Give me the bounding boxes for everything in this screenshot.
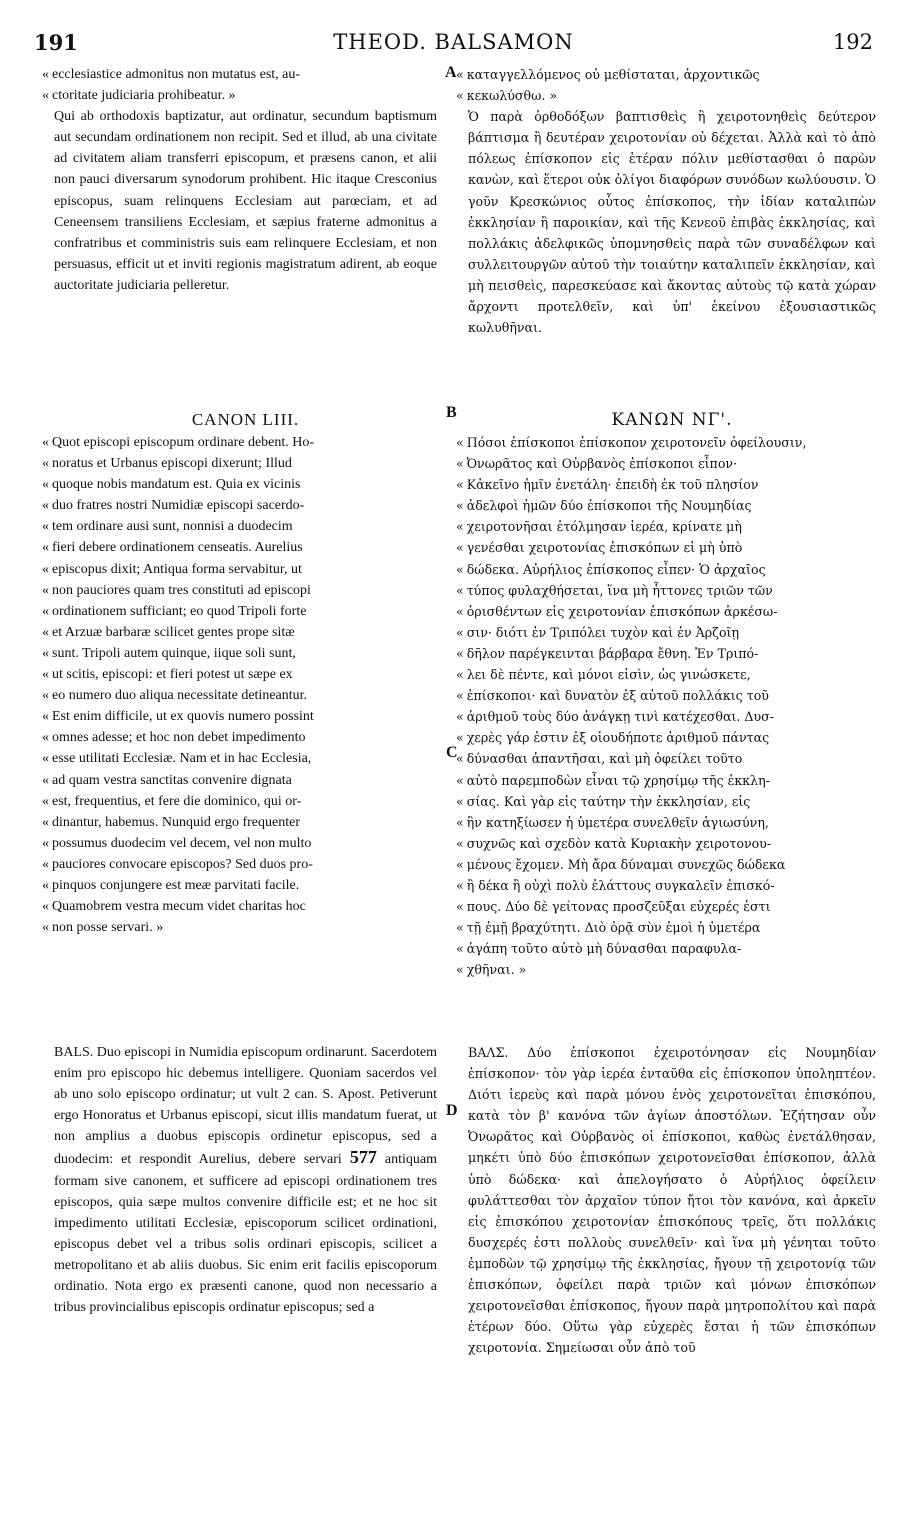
margin-marker-d: D xyxy=(446,1102,458,1119)
canon-line: « Est enim difficile, ut ex quovis numero possint xyxy=(54,706,437,727)
canon-line: « ἀδελφοὶ ἡμῶν δύο ἐπίσκοποι τῆς Νουμηδίας xyxy=(468,495,876,516)
latin-commentary-paragraph: Qui ab orthodoxis baptizatur, aut ordinatur, secundum baptismum aut secundam ordinationem non recipit. Sed et illud, ab una civitate ad civitatem aliam transferri episcopum, et præsens canon, et alii non pauci diversarum synodorum prohibent. Hic itaque Cresconius episcopus, suam relinquens Ecclesiam aut parœciam, et ad Ceneensem transiliens Ecclesiam, et sæpius fraterne admonitus a confratribus et comministris suis eam relinquere Ecclesiam, et non persuasus, efficit ut et inviti regionis magistratum adirent, ab eoque auctoritate judiciaria pelleretur. xyxy=(54,109,437,293)
canon-line: « duo fratres nostri Numidiæ episcopi sacerdo- xyxy=(54,495,437,516)
canon-line: « non posse servari. » xyxy=(54,917,437,938)
canon-line: « ἢ δέκα ἢ οὐχὶ πολὺ ἐλάττους συγκαλεῖν ἐπισκό- xyxy=(468,875,876,896)
canon-line: « ad quam vestra sanctitas convenire dignata xyxy=(54,770,437,791)
canon-line: « λει δὲ πέντε, καὶ μόνοι εἰσὶν, ὡς γινώσκετε, xyxy=(468,664,876,685)
canon-line: « συχνῶς καὶ σχεδὸν κατὰ Κυριακὴν χειροτονου- xyxy=(468,833,876,854)
canon-line: « ἀριθμοῦ τοὺς δύο ἀνάγκῃ τινὶ κατέχεσθαι. Δυσ- xyxy=(468,706,876,727)
margin-marker-b: B xyxy=(446,404,457,421)
greek-column-top xyxy=(468,64,876,338)
canon-line: « μένους ἔχομεν. Μὴ ἄρα δύναμαι συνεχῶς δώδεκα xyxy=(468,854,876,875)
canon-line: « τύπος φυλαχθήσεται, ἵνα μὴ ἧττονες τριῶν τῶν xyxy=(468,580,876,601)
canon-line: « pinquos conjungere est meæ parvitati facile. xyxy=(54,875,437,896)
running-title: THEOD. BALSAMON xyxy=(333,30,574,54)
canon-line: « ordinationem sufficiant; eo quod Tripoli forte xyxy=(54,601,437,622)
margin-marker-a: A xyxy=(445,64,457,81)
canon-line: « σίας. Καὶ γὰρ εἰς ταύτην τὴν ἐκκλησίαν, εἰς xyxy=(468,791,876,812)
greek-canon-block xyxy=(468,408,876,980)
canon-line: « eo numero duo aliqua necessitate detineantur. xyxy=(54,685,437,706)
running-header xyxy=(34,30,873,60)
canon-line: « dinantur, habemus. Nunquid ergo frequenter xyxy=(54,812,437,833)
greek-commentary-paragraph: Ὁ παρὰ ὀρθοδόξων βαπτισθεὶς ἢ χειροτονηθεὶς δεύτερον βάπτισμα ἢ δευτέραν χειροτονίαν οὐ δέχεται. Ἀλλὰ καὶ τὸ ἀπὸ πόλεως ἐπίσκοπον εἰς ἑτέραν πόλιν μεθίστασθαι ὁ παρὼν κανὼν, καὶ ἕτεροι οὐκ ὀλίγοι διαφόρων συνόδων κωλύουσιν. Ὁ γοῦν Κρεσκώνιος οὗτος ἐπίσκοπος, τὴν ἰδίαν καταλιπὼν ἐκκλησίαν ἢ παροικίαν, καὶ τῆς Κενεοῦ ἐπιβὰς ἐκκλησίας, καὶ πολλάκις ἀδελφικῶς ὑπομνησθεὶς παρὰ τῶν συναδέλφων καὶ συλλειτουργῶν αὐτοῦ τὴν τοιαύτην καταλιπεῖν ἐκκλησίαν, καὶ μὴ πεισθεὶς, παρεσκεύασε καὶ ἄκοντας αὐτοὺς τῷ κατὰ χώραν ἄρχοντι προτελθεῖν, καὶ ὑπ' ἐκείνου ἐξουσιαστικῶς κωλυθῆναι. xyxy=(468,109,876,336)
canon-line: « est, frequentius, et fere die dominico, qui or- xyxy=(54,791,437,812)
canon-line: « Quot episcopi episcopum ordinare debent. Ho- xyxy=(54,432,437,453)
column-number: 577 xyxy=(349,1147,377,1168)
canon-line: « πους. Δύο δὲ γείτονας προσζεῦξαι εὐχερές ἐστι xyxy=(468,896,876,917)
canon-line: « tem ordinare ausi sunt, nonnisi a duodecim xyxy=(54,516,437,537)
canon-line: « fieri debere ordinationem censeatis. Aurelius xyxy=(54,537,437,558)
canon-title-greek: ΚΑΝΩΝ ΝΓ'. xyxy=(611,410,733,430)
bals-text-part-1: BALS. Duo episcopi in Numidia episcopum ordinarunt. Sacerdotem enim pro episcopo hic debemus intelligere. Quoniam sacerdos vel ab uno solo episcopo ordinatur; ut vult 2 can. S. Apost. Petiverunt ergo Honoratus et Urbanus episcopi, sicut illis mandatum fuerat, ut non amplius a duobus episcopis ordinetur episcopus, sed a duodecim: et respondit Aurelius, debere servari xyxy=(54,1045,437,1168)
canon-line: « noratus et Urbanus episcopi dixerunt; Illud xyxy=(54,453,437,474)
quoted-line: « ecclesiasticе admonitus non mutatus est, au- xyxy=(54,64,437,85)
quoted-line: « ctoritate judiciaria prohibeatur. » xyxy=(54,85,437,106)
canon-title-latin: CANON LIII. xyxy=(191,410,300,429)
canon-line: « et Arzuæ barbaræ scilicet gentes prope sitæ xyxy=(54,622,437,643)
canon-line: « pauciores convocare episcopos? Sed duos pro- xyxy=(54,854,437,875)
canon-line: « ἣν κατηξίωσεν ἡ ὑμετέρα συνελθεῖν ἁγιωσύνη, xyxy=(468,812,876,833)
margin-marker-c: C xyxy=(446,744,458,761)
canon-line: « Quamobrem vestra mecum videt charitas hoc xyxy=(54,896,437,917)
canon-line: « non pauciores quam tres constituti ad episcopi xyxy=(54,580,437,601)
quoted-line: « καταγγελλόμενος οὐ μεθίσταται, ἀρχοντικῶς xyxy=(468,64,876,85)
canon-line: « χειροτονῆσαι ἐτόλμησαν ἱερέα, κρίνατε μὴ xyxy=(468,516,876,537)
canon-line: « quoque nobis mandatum est. Quia ex vicinis xyxy=(54,474,437,495)
quoted-line: « κεκωλύσθω. » xyxy=(468,85,876,106)
canon-line: « ἐπίσκοποι· καὶ δυνατὸν ἐξ αὐτοῦ πολλάκις τοῦ xyxy=(468,685,876,706)
bals-paragraph xyxy=(54,1042,437,1318)
greek-balsamon-commentary xyxy=(468,1042,876,1358)
canon-line: « Κἀκεῖνο ἡμῖν ἐνετάλη· ἐπειδὴ ἐκ τοῦ πλησίον xyxy=(468,474,876,495)
canon-line: « ut scitis, episcopi: et fieri potest ut sæpe ex xyxy=(54,664,437,685)
bals-text-part-2: antiquam formam sive canonem, et sufficere ad episcopi ordinationem tres episcopos, quia sæpe multos convenire difficile est; et ne hoc sit impedimento utilitati Ecclesiæ, episcoporum scilicet ordinationi, episcopus debet vel a tribus solis ordinari episcopis, scilicet a metropolitano et ab aliis duobus. Sic enim erit facilis episcoporum ordinatio. Nota ergo ex præsenti canone, quod non necessario a tribus provincialibus episcopis ordinatur episcopus; sed a xyxy=(54,1152,438,1316)
canon-line: « esse utilitati Ecclesiæ. Nam et in hac Ecclesia, xyxy=(54,748,437,769)
canon-line: « δῆλον παρέγκεινται βάρβαρα ἔθνη. Ἐν Τριπό- xyxy=(468,643,876,664)
canon-line: « Ὀνωρᾶτος καὶ Οὐρβανὸς ἐπίσκοποι εἶπον· xyxy=(468,453,876,474)
canon-line: « episcopus dixit; Antiqua forma servabitur, ut xyxy=(54,559,437,580)
canon-line: « χερὲς γάρ ἐστιν ἐξ οἱουδήποτε ἀριθμοῦ πάντας xyxy=(468,727,876,748)
latin-column-top xyxy=(54,64,437,296)
canon-line: « χθῆναι. » xyxy=(468,959,876,980)
canon-line: « δύνασθαι ἀπαντῆσαι, καὶ μὴ ὀφείλει τοῦτο xyxy=(468,748,876,769)
canon-line: « ἀγάπη τοῦτο αὐτὸ μὴ δύνασθαι παραφυλα- xyxy=(468,938,876,959)
canon-line: « αὐτὸ παρεμποδὼν εἶναι τῷ χρησίμῳ τῆς ἐκκλη- xyxy=(468,770,876,791)
page-number-left: 191 xyxy=(34,30,78,55)
canon-line: « τῇ ἐμῇ βραχύτητι. Διὸ ὁρᾷ σὺν ἐμοὶ ἡ ὑμετέρα xyxy=(468,917,876,938)
canon-line: « omnes adesse; et hoc non debet impedimento xyxy=(54,727,437,748)
canon-line: « sunt. Tripoli autem quinque, iique soli sunt, xyxy=(54,643,437,664)
canon-line: « Πόσοι ἐπίσκοποι ἐπίσκοπον χειροτονεῖν ὀφείλουσιν, xyxy=(468,432,876,453)
canon-line: « γενέσθαι χειροτονίας ἐπισκόπων εἰ μὴ ὑπὸ xyxy=(468,537,876,558)
canon-line: « σιν· διότι ἐν Τριπόλει τυχὸν καὶ ἐν Ἀρζοῖῃ xyxy=(468,622,876,643)
latin-balsamon-commentary xyxy=(54,1042,437,1318)
canon-line: « ὁρισθέντων εἰς χειροτονίαν ἐπισκόπων ἀρκέσω- xyxy=(468,601,876,622)
canon-line: « possumus duodecim vel decem, vel non multo xyxy=(54,833,437,854)
bals-paragraph-greek: ΒΑΛΣ. Δύο ἐπίσκοποι ἐχειροτόνησαν εἰς Νουμηδίαν ἐπίσκοπον· τὸν γὰρ ἱερέα ἐνταῦθα εἰς ἐπίσκοπον ὑποληπτέον. Διότι ἱερεὺς καὶ παρὰ μόνου ἑνὸς χειροτονεῖται ἐπισκόπου, κατὰ τὸν β' κανόνα τῶν ἁγίων ἀποστόλων. Ἐζήτησαν οὖν Ὀνωρᾶτος καὶ Οὐρβανὸς οἱ ἐπίσκοποι, καθὼς ἐνετάλθησαν, μηκέτι ὑπὸ δύο ἐπισκόπων χειροτονεῖσθαι ἐπίσκοπον, ἀλλὰ ὑπὸ δώδεκα· καὶ ἀπελογήσατο ὁ Αὐρήλιος ὀφείλειν φυλάττεσθαι τὸν ἀρχαῖον τύπον ἤτοι τὸν κανόνα, καὶ ἀρκεῖν εἰς ἐπισκόπου χειροτονίαν ἐπισκόπους τρεῖς, ὅτι πολλάκις δυσχερές ἐστι πολλοὺς συνελθεῖν· καὶ ἵνα μὴ γένηται τοῦτο ἐμποδὼν τῷ χρησίμῳ τῆς ἐκκλησίας, ἤγουν τῇ χειροτονίᾳ τῶν ἐπισκόπων, ὀφείλει παρὰ τριῶν καὶ μόνων ἐπισκόπων χειροτονεῖσθαι ἐπίσκοπος, ἤγουν παρὰ μητροπολίτου καὶ παρὰ ἑτέρων δύο. Οὕτω γὰρ εὐχερὲς ἔσται ἡ τῶν ἐπισκόπων χειροτονία. Σημείωσαι οὖν ἀπὸ τοῦ xyxy=(468,1045,876,1356)
latin-canon-block xyxy=(54,408,437,938)
page-number-right: 192 xyxy=(832,30,873,54)
canon-line: « δώδεκα. Αὐρήλιος ἐπίσκοπος εἶπεν· Ὁ ἀρχαῖος xyxy=(468,559,876,580)
